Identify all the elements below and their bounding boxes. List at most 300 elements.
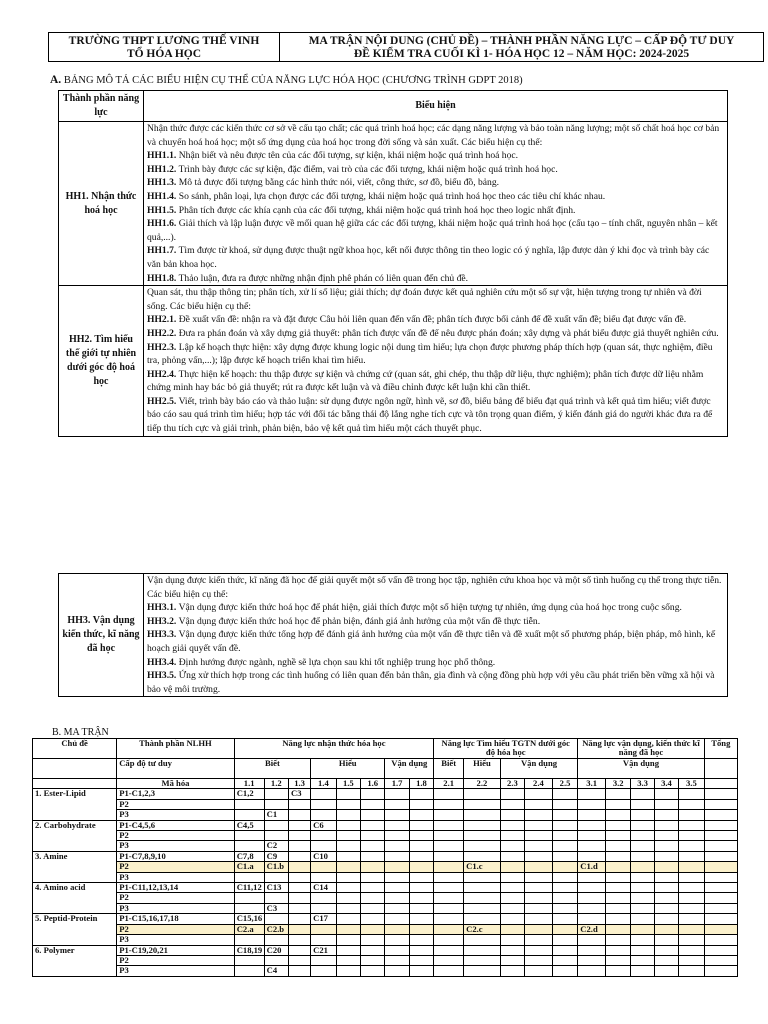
matrix-cell <box>434 831 464 841</box>
competency-code-cell: 3.3 <box>631 779 654 789</box>
matrix-cell <box>525 862 553 872</box>
matrix-cell <box>409 851 433 861</box>
matrix-cell <box>679 862 705 872</box>
competency-table-continued <box>58 573 728 697</box>
matrix-cell <box>361 966 385 976</box>
matrix-cell <box>500 872 524 882</box>
matrix-cell <box>409 820 433 830</box>
competency-item <box>147 244 724 271</box>
competency-name: HH1. Nhận thức hoá học <box>59 122 144 286</box>
matrix-cell: C13 <box>264 883 288 893</box>
competency-code-cell: 2.4 <box>525 779 553 789</box>
competency-code-cell: 1.4 <box>311 779 336 789</box>
competency-item-text: Vận dụng được kiến thức tổng hợp để đánh giá ảnh hưởng của một vấn đề thực tiễn và đề xuất một số phương pháp, biện pháp, mô hình, kế hoạch giải quyết vấn đề. <box>147 629 716 654</box>
competency-item <box>147 272 724 286</box>
competency-item <box>147 176 724 190</box>
matrix-cell <box>361 935 385 945</box>
matrix-cell: C2.d <box>578 924 606 934</box>
matrix-row <box>33 872 738 882</box>
matrix-cell <box>679 872 705 882</box>
matrix-cell <box>654 955 678 965</box>
matrix-cell <box>606 841 631 851</box>
matrix-cell <box>288 883 310 893</box>
header-total: Tổng <box>704 739 737 759</box>
matrix-cell <box>654 872 678 882</box>
header-group-1: Năng lực nhận thức hóa học <box>234 739 434 759</box>
matrix-cell <box>654 945 678 955</box>
matrix-cell <box>409 955 433 965</box>
matrix-cell <box>434 914 464 924</box>
matrix-cell <box>336 841 360 851</box>
matrix-cell <box>606 799 631 809</box>
competency-item <box>147 669 724 696</box>
matrix-row <box>33 841 738 851</box>
matrix-cell <box>525 914 553 924</box>
matrix-cell <box>288 955 310 965</box>
competency-code-cell: 1.2 <box>264 779 288 789</box>
matrix-cell <box>311 955 336 965</box>
competency-item-text: Thảo luận, đưa ra được những nhận định phê phán có liên quan đến chủ đề. <box>178 272 469 284</box>
school-name: TRƯỜNG THPT LƯƠNG THẾ VINH <box>68 35 260 47</box>
matrix-cell <box>525 831 553 841</box>
matrix-cell <box>385 841 409 851</box>
competency-code-cell: 1.3 <box>288 779 310 789</box>
matrix-cell <box>385 945 409 955</box>
matrix-row <box>33 903 738 913</box>
matrix-cell <box>654 851 678 861</box>
matrix-cell <box>234 955 264 965</box>
matrix-cell <box>525 810 553 820</box>
matrix-cell <box>654 903 678 913</box>
matrix-cell <box>311 872 336 882</box>
matrix-cell <box>385 935 409 945</box>
matrix-cell <box>311 831 336 841</box>
competency-code-cell: 1.5 <box>336 779 360 789</box>
matrix-cell <box>500 966 524 976</box>
matrix-total-cell <box>704 831 737 841</box>
matrix-cell <box>552 820 578 830</box>
matrix-total-cell <box>704 789 737 799</box>
competency-item-text: So sánh, phân loại, lựa chọn được các đối tượng, khái niệm hoặc quá trình hoá học theo các tiêu chí khác nhau. <box>178 190 606 202</box>
matrix-cell <box>679 903 705 913</box>
matrix-cell <box>409 945 433 955</box>
matrix-cell <box>654 862 678 872</box>
matrix-cell <box>361 893 385 903</box>
competency-item-code: HH1.2. <box>147 163 177 175</box>
matrix-topic: 5. Peptid-Protein <box>33 914 117 945</box>
matrix-cell <box>578 872 606 882</box>
matrix-cell <box>631 903 654 913</box>
matrix-cell <box>434 851 464 861</box>
matrix-cell <box>679 851 705 861</box>
matrix-cell <box>631 924 654 934</box>
matrix-cell: C20 <box>264 945 288 955</box>
header-level: Cấp độ tư duy <box>117 759 234 779</box>
matrix-cell <box>336 935 360 945</box>
matrix-cell <box>654 935 678 945</box>
matrix-cell: C15,16 <box>234 914 264 924</box>
matrix-cell <box>654 841 678 851</box>
blank-cell <box>704 759 737 779</box>
matrix-row-label: P1-C19,20,21 <box>117 945 234 955</box>
matrix-cell <box>631 851 654 861</box>
matrix-cell: C1,2 <box>234 789 264 799</box>
matrix-cell <box>578 935 606 945</box>
matrix-cell <box>464 893 501 903</box>
competency-item-code: HH3.3. <box>147 629 177 641</box>
matrix-cell: C9 <box>264 851 288 861</box>
matrix-cell <box>578 789 606 799</box>
matrix-cell <box>500 862 524 872</box>
matrix-cell <box>552 883 578 893</box>
matrix-row-label: P1-C15,16,17,18 <box>117 914 234 924</box>
competency-item-code: HH1.6. <box>147 218 177 230</box>
competency-item <box>147 656 724 670</box>
matrix-cell <box>464 789 501 799</box>
matrix-cell <box>311 862 336 872</box>
matrix-cell <box>409 810 433 820</box>
matrix-cell <box>288 851 310 861</box>
matrix-cell <box>336 903 360 913</box>
matrix-row <box>33 966 738 976</box>
competency-item-code: HH3.4. <box>147 656 177 668</box>
header-vandung-2: Vận dụng <box>500 759 578 779</box>
matrix-cell <box>234 841 264 851</box>
matrix-cell <box>385 914 409 924</box>
competency-item-code: HH1.7. <box>147 245 177 257</box>
matrix-row <box>33 862 738 872</box>
matrix-cell: C1.c <box>464 862 501 872</box>
matrix-cell <box>336 820 360 830</box>
matrix-cell <box>409 883 433 893</box>
matrix-cell <box>679 966 705 976</box>
matrix-cell <box>385 893 409 903</box>
competency-item-code: HH1.1. <box>147 150 177 162</box>
matrix-cell <box>361 903 385 913</box>
competency-item-text: Định hướng được ngành, nghề sẽ lựa chọn sau khi tốt nghiệp trung học phổ thông. <box>178 656 496 668</box>
matrix-cell <box>434 810 464 820</box>
matrix-cell <box>578 893 606 903</box>
matrix-cell: C3 <box>264 903 288 913</box>
matrix-cell <box>336 862 360 872</box>
competency-item-text: Đưa ra phán đoán và xây dựng giả thuyết: phân tích được vấn đề để nêu được phán đoán; xây dựng và phát biểu được giả thuyết nghiên cứu. <box>178 327 719 339</box>
matrix-cell <box>578 914 606 924</box>
matrix-cell <box>552 862 578 872</box>
competency-code-cell: 3.2 <box>606 779 631 789</box>
matrix-row-label: P3 <box>117 966 234 976</box>
matrix-cell <box>434 955 464 965</box>
matrix-topic: 4. Amino acid <box>33 883 117 914</box>
matrix-cell <box>409 966 433 976</box>
competency-item <box>147 615 724 629</box>
competency-item-text: Trình bày được các sự kiện, đặc điểm, vai trò của các đối tượng, khái niệm hoặc quá trình hoá học. <box>178 163 558 175</box>
matrix-cell <box>679 831 705 841</box>
matrix-cell <box>434 966 464 976</box>
matrix-table <box>32 738 738 977</box>
school-name-block <box>49 33 280 61</box>
matrix-cell <box>578 945 606 955</box>
competency-item <box>147 190 724 204</box>
matrix-cell <box>464 872 501 882</box>
matrix-cell <box>336 851 360 861</box>
matrix-total-cell <box>704 914 737 924</box>
matrix-cell: C7,8 <box>234 851 264 861</box>
matrix-cell: C1.d <box>578 862 606 872</box>
matrix-cell <box>311 966 336 976</box>
competency-item-text: Lập kế hoạch thực hiện: xây dựng được khung logic nội dung tìm hiểu; lựa chọn được phương pháp thích hợp (quan sát, thực nghiệm, điều tra, phỏng vấn,...); lập được kế hoạch triển khai tìm hiểu. <box>147 341 713 367</box>
competency-row <box>59 286 728 437</box>
competency-item <box>147 327 724 341</box>
matrix-cell <box>434 924 464 934</box>
competency-item-text: Viết, trình bày báo cáo và thảo luận: sử dụng được ngôn ngữ, hình vẽ, sơ đồ, biểu bảng để biểu đạt quá trình và kết quả tìm hiểu; viết được báo cáo sau quá trình tìm hiểu; hợp tác với đối tác bằng thái độ lắng nghe tích cực và tôn trọng quan điểm, ý kiến đánh giá do người khác đưa ra để tiếp thu tích cực và giải trình, phản biện, bảo vệ kết quả tìm hiểu một cách thuyết phục. <box>147 395 713 435</box>
matrix-cell <box>500 914 524 924</box>
matrix-cell <box>385 789 409 799</box>
matrix-row <box>33 789 738 799</box>
competency-item-text: Thực hiện kế hoạch: thu thập được sự kiện và chứng cứ (quan sát, ghi chép, thu thập dữ liệu, thực nghiệm); phân tích được dữ liệu nhằm chứng minh hay bác bỏ giả thuyết; rút ra được kết luận và và điều chỉnh được kết luận khi cần thiết. <box>147 368 704 394</box>
blank-cell <box>704 779 737 789</box>
matrix-cell <box>234 810 264 820</box>
matrix-cell <box>264 799 288 809</box>
matrix-row-label: P2 <box>117 893 234 903</box>
header-vandung-3: Vận dụng <box>578 759 704 779</box>
matrix-cell <box>606 966 631 976</box>
matrix-total-cell <box>704 851 737 861</box>
blank-cell <box>33 779 117 789</box>
matrix-row-label: P3 <box>117 872 234 882</box>
competency-item-code: HH2.4. <box>147 368 177 380</box>
matrix-cell: C4 <box>264 966 288 976</box>
matrix-cell <box>500 851 524 861</box>
matrix-cell <box>578 810 606 820</box>
matrix-cell <box>409 862 433 872</box>
matrix-cell <box>606 914 631 924</box>
matrix-cell <box>288 914 310 924</box>
matrix-cell <box>288 862 310 872</box>
matrix-cell: C2.b <box>264 924 288 934</box>
competency-item-code: HH1.3. <box>147 177 177 189</box>
competency-item-code: HH2.2. <box>147 327 177 339</box>
matrix-row-label: P1-C4,5,6 <box>117 820 234 830</box>
matrix-cell <box>606 945 631 955</box>
matrix-cell <box>606 935 631 945</box>
matrix-cell <box>525 851 553 861</box>
matrix-row-label: P3 <box>117 810 234 820</box>
matrix-cell <box>288 810 310 820</box>
matrix-cell: C2.c <box>464 924 501 934</box>
competency-code-cell: 1.6 <box>361 779 385 789</box>
matrix-cell <box>578 841 606 851</box>
competency-item <box>147 217 724 244</box>
competency-intro: Nhận thức được các kiến thức cơ sở về cấu tạo chất; các quá trình hoá học; các dạng năng lượng và bảo toàn năng lượng; một số chất hoá học cơ bản và chuyển hoá hoá học; một số ứng dụng của hoá học trong đời sống và sản xuất. Các biểu hiện cụ thể: <box>147 123 720 148</box>
competency-item-code: HH3.5. <box>147 670 177 682</box>
competency-item-text: Phân tích được các khía cạnh của các đối tượng, khái niệm hoặc quá trình hoá học theo logic nhất định. <box>178 204 576 216</box>
matrix-cell: C17 <box>311 914 336 924</box>
matrix-cell <box>464 820 501 830</box>
matrix-cell <box>234 831 264 841</box>
matrix-cell <box>631 955 654 965</box>
matrix-cell <box>578 955 606 965</box>
matrix-cell <box>264 820 288 830</box>
matrix-cell <box>311 924 336 934</box>
matrix-cell <box>336 831 360 841</box>
matrix-cell <box>336 966 360 976</box>
section-a-heading <box>50 74 523 86</box>
matrix-cell <box>606 810 631 820</box>
header-topic: Chủ đề <box>33 739 117 759</box>
competency-item-text: Giải thích và lập luận được về mối quan hệ giữa các các đối tượng, khái niệm hoặc quá trình hoá học (cấu tạo – tính chất, nguyên nhân – kết quả,...). <box>147 218 718 243</box>
matrix-cell <box>500 955 524 965</box>
matrix-cell <box>552 831 578 841</box>
header-hieu-2: Hiểu <box>464 759 501 779</box>
competency-item-code: HH3.2. <box>147 615 177 627</box>
matrix-cell <box>606 955 631 965</box>
matrix-total-cell <box>704 903 737 913</box>
matrix-cell <box>361 831 385 841</box>
col-header-component: Thành phần năng lực <box>59 91 144 122</box>
matrix-cell <box>385 851 409 861</box>
matrix-row <box>33 914 738 924</box>
matrix-cell <box>631 966 654 976</box>
matrix-row-label: P2 <box>117 831 234 841</box>
matrix-cell <box>434 789 464 799</box>
matrix-cell <box>654 831 678 841</box>
matrix-cell <box>606 789 631 799</box>
matrix-cell <box>409 914 433 924</box>
matrix-topic: 2. Carbohydrate <box>33 820 117 851</box>
matrix-cell <box>409 799 433 809</box>
matrix-row <box>33 799 738 809</box>
matrix-total-cell <box>704 841 737 851</box>
competency-code-cell: 1.1 <box>234 779 264 789</box>
competency-item <box>147 149 724 163</box>
matrix-cell <box>525 883 553 893</box>
competency-name: HH3. Vận dụng kiến thức, kĩ năng đã học <box>59 574 144 697</box>
header-biet-1: Biết <box>234 759 310 779</box>
matrix-cell <box>525 820 553 830</box>
header-component: Thành phần NLHH <box>117 739 234 759</box>
matrix-cell <box>264 893 288 903</box>
competency-code-cell: 2.1 <box>434 779 464 789</box>
matrix-cell <box>464 935 501 945</box>
document-title-block <box>280 33 763 61</box>
matrix-cell <box>654 924 678 934</box>
matrix-cell <box>552 966 578 976</box>
document-title: MA TRẬN NỘI DUNG (CHỦ ĐỀ) – THÀNH PHẦN NĂNG LỰC – CẤP ĐỘ TƯ DUY <box>308 35 735 47</box>
competency-item-text: Vận dụng được kiến thức hoá học để phản biện, đánh giá ảnh hưởng của một vấn đề thực tiễn. <box>178 615 541 627</box>
matrix-cell <box>288 935 310 945</box>
matrix-cell <box>288 945 310 955</box>
matrix-cell <box>578 966 606 976</box>
matrix-total-cell <box>704 893 737 903</box>
competency-item-code: HH1.4. <box>147 190 177 202</box>
matrix-row-label: P2 <box>117 924 234 934</box>
matrix-cell <box>434 799 464 809</box>
matrix-cell <box>409 831 433 841</box>
matrix-cell <box>464 903 501 913</box>
matrix-cell <box>552 935 578 945</box>
competency-row <box>59 574 728 697</box>
matrix-cell <box>525 903 553 913</box>
matrix-cell: C2 <box>264 841 288 851</box>
matrix-cell <box>385 903 409 913</box>
matrix-cell <box>654 799 678 809</box>
matrix-cell <box>679 820 705 830</box>
matrix-cell <box>631 862 654 872</box>
matrix-cell <box>361 799 385 809</box>
matrix-cell <box>631 831 654 841</box>
matrix-cell <box>500 935 524 945</box>
matrix-cell <box>464 831 501 841</box>
competency-item-text: Mô tả được đối tượng bằng các hình thức nói, viết, công thức, sơ đồ, biểu đồ, bảng. <box>178 177 500 189</box>
matrix-topic: 1. Ester-Lipid <box>33 789 117 820</box>
matrix-cell <box>264 935 288 945</box>
matrix-cell <box>434 872 464 882</box>
matrix-cell <box>264 831 288 841</box>
matrix-cell <box>525 799 553 809</box>
matrix-cell <box>336 872 360 882</box>
matrix-cell <box>552 903 578 913</box>
matrix-cell <box>631 841 654 851</box>
matrix-cell <box>361 945 385 955</box>
matrix-cell <box>631 872 654 882</box>
header-biet-2: Biết <box>434 759 464 779</box>
matrix-row-label: P3 <box>117 841 234 851</box>
matrix-cell <box>552 945 578 955</box>
matrix-cell <box>500 799 524 809</box>
matrix-cell <box>654 789 678 799</box>
matrix-total-cell <box>704 935 737 945</box>
competency-item <box>147 628 724 655</box>
department-name: TỔ HÓA HỌC <box>126 48 202 60</box>
matrix-cell <box>464 883 501 893</box>
matrix-cell <box>552 872 578 882</box>
matrix-cell <box>409 903 433 913</box>
matrix-cell <box>361 820 385 830</box>
matrix-cell <box>311 789 336 799</box>
matrix-cell <box>525 872 553 882</box>
matrix-cell <box>578 851 606 861</box>
matrix-row <box>33 851 738 861</box>
matrix-cell <box>311 799 336 809</box>
matrix-cell <box>654 893 678 903</box>
matrix-cell <box>552 841 578 851</box>
competency-item-code: HH1.5. <box>147 204 177 216</box>
matrix-cell <box>288 820 310 830</box>
competency-code-cell: 2.3 <box>500 779 524 789</box>
matrix-cell: C11,12 <box>234 883 264 893</box>
matrix-cell <box>385 831 409 841</box>
matrix-cell <box>434 841 464 851</box>
competency-code-cell: 2.2 <box>464 779 501 789</box>
matrix-total-cell <box>704 820 737 830</box>
header-hieu-1: Hiểu <box>311 759 385 779</box>
matrix-cell <box>311 893 336 903</box>
competency-item-code: HH3.1. <box>147 602 177 614</box>
matrix-cell <box>525 966 553 976</box>
col-header-expression: Biểu hiện <box>144 91 728 122</box>
matrix-total-cell <box>704 799 737 809</box>
matrix-cell <box>434 935 464 945</box>
matrix-cell <box>264 872 288 882</box>
matrix-cell <box>288 841 310 851</box>
matrix-cell <box>385 820 409 830</box>
matrix-cell <box>311 935 336 945</box>
matrix-row-label: P3 <box>117 935 234 945</box>
matrix-total-cell <box>704 955 737 965</box>
matrix-cell <box>434 820 464 830</box>
matrix-cell <box>385 862 409 872</box>
matrix-cell <box>336 799 360 809</box>
